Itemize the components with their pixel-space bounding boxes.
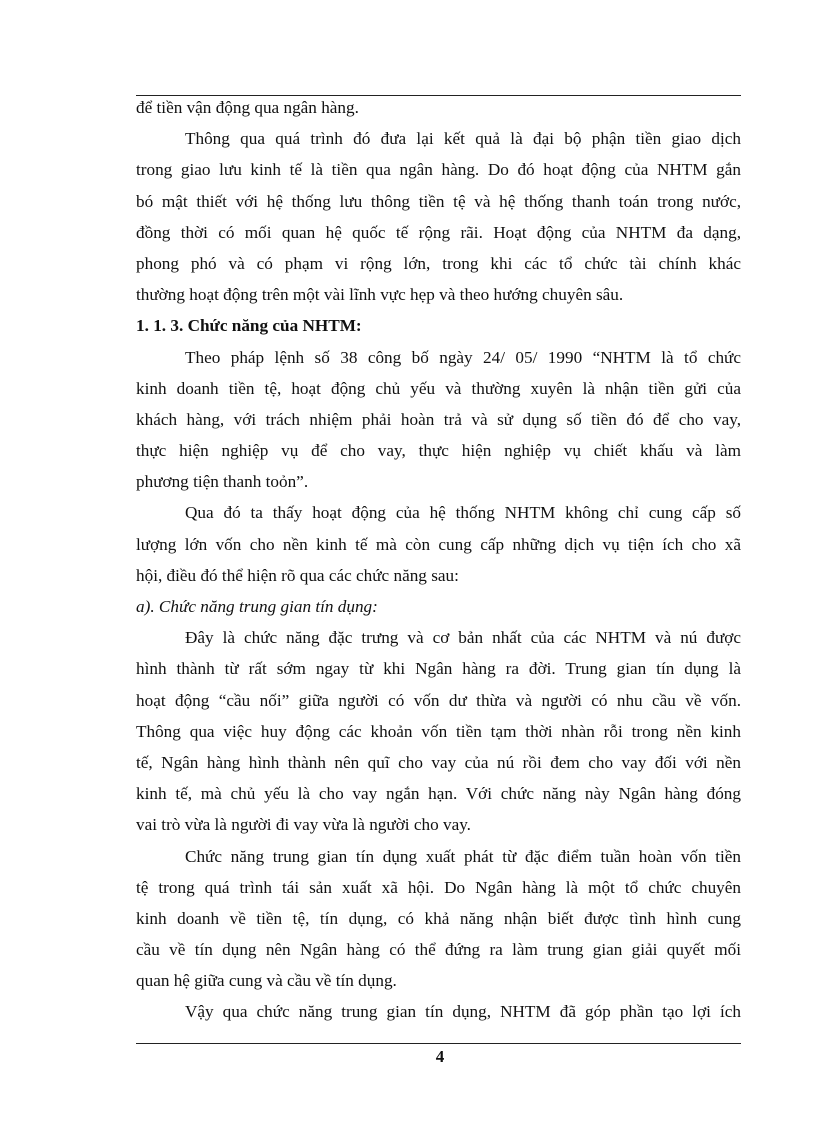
text-line: kinh doanh về tiền tệ, tín dụng, có khả năng nhận biết được tình hình cung	[136, 908, 741, 928]
text-line: tệ trong quá trình tái sản xuất xã hội. Do Ngân hàng là một tổ chức chuyên	[136, 877, 741, 897]
text-line: Đây là chức năng đặc trưng và cơ bản nhất của các NHTM và nú được	[185, 628, 741, 648]
text-line: Chức năng trung gian tín dụng xuất phát từ đặc điểm tuần hoàn vốn tiền	[185, 846, 741, 866]
text-line: Thông qua việc huy động các khoản vốn tiền tạm thời nhàn rỗi trong nền kinh	[136, 721, 741, 741]
text-line: tế, Ngân hàng hình thành nên quĩ cho vay của nú rồi đem cho vay đối với nền	[136, 752, 741, 772]
text-line: bó mật thiết với hệ thống lưu thông tiền tệ và hệ thống thanh toán trong nước,	[136, 191, 741, 211]
text-line: hoạt động “cầu nối” giữa người có vốn dư thừa và người có nhu cầu về vốn.	[136, 690, 741, 710]
text-line: khách hàng, với trách nhiệm phải hoàn trả và sử dụng số tiền đó để cho vay,	[136, 409, 741, 429]
page-number: 4	[435, 1047, 445, 1066]
text-line: trong giao lưu kinh tế là tiền qua ngân hàng. Do đó hoạt động của NHTM gắn	[136, 160, 741, 180]
text-line: lượng lớn vốn cho nền kinh tế mà còn cung cấp những dịch vụ tiện ích cho xã	[136, 534, 741, 554]
text-line: cầu về tín dụng nên Ngân hàng có thể đứng ra làm trung gian giải quyết mối	[136, 940, 741, 960]
section-heading: 1. 1. 3. Chức năng của NHTM:	[136, 316, 362, 336]
text-line: để tiền vận động qua ngân hàng.	[136, 98, 359, 117]
page-body	[136, 92, 741, 1028]
text-line: Qua đó ta thấy hoạt động của hệ thống NHTM không chỉ cung cấp số	[185, 503, 741, 523]
text-line: Theo pháp lệnh số 38 công bố ngày 24/ 05/ 1990 “NHTM là tổ chức	[185, 347, 741, 367]
footer-rule	[136, 1043, 741, 1044]
subsection-heading: a). Chức năng trung gian tín dụng:	[136, 597, 378, 616]
text-line: phong phó và có phạm vi rộng lớn, trong khi các tổ chức tài chính khác	[136, 253, 741, 273]
text-line: Thông qua quá trình đó đưa lại kết quả là đại bộ phận tiền giao dịch	[185, 129, 741, 149]
text-line: hình thành từ rất sớm ngay từ khi Ngân hàng ra đời. Trung gian tín dụng là	[136, 659, 741, 679]
text-line: quan hệ giữa cung và cầu về tín dụng.	[136, 971, 397, 991]
text-line: thực hiện nghiệp vụ để cho vay, thực hiện nghiệp vụ chiết khấu và làm	[136, 441, 741, 461]
text-line: Vậy qua chức năng trung gian tín dụng, NHTM đã góp phần tạo lợi ích	[185, 1002, 741, 1022]
text-line: kinh tế, mà chủ yếu là cho vay ngắn hạn. Với chức năng này Ngân hàng đóng	[136, 784, 741, 804]
text-line: thường hoạt động trên một vài lĩnh vực hẹp và theo hướng chuyên sâu.	[136, 285, 624, 305]
text-line: kinh doanh tiền tệ, hoạt động chủ yếu và thường xuyên là nhận tiền gửi của	[136, 378, 741, 398]
text-line: vai trò vừa là người đi vay vừa là người cho vay.	[136, 815, 471, 835]
text-line: hội, điều đó thể hiện rõ qua các chức năng sau:	[136, 565, 459, 585]
text-line: phương tiện thanh toỏn”.	[136, 472, 309, 492]
text-line: đồng thời có mối quan hệ quốc tế rộng rãi. Hoạt động của NHTM đa dạng,	[136, 222, 741, 242]
